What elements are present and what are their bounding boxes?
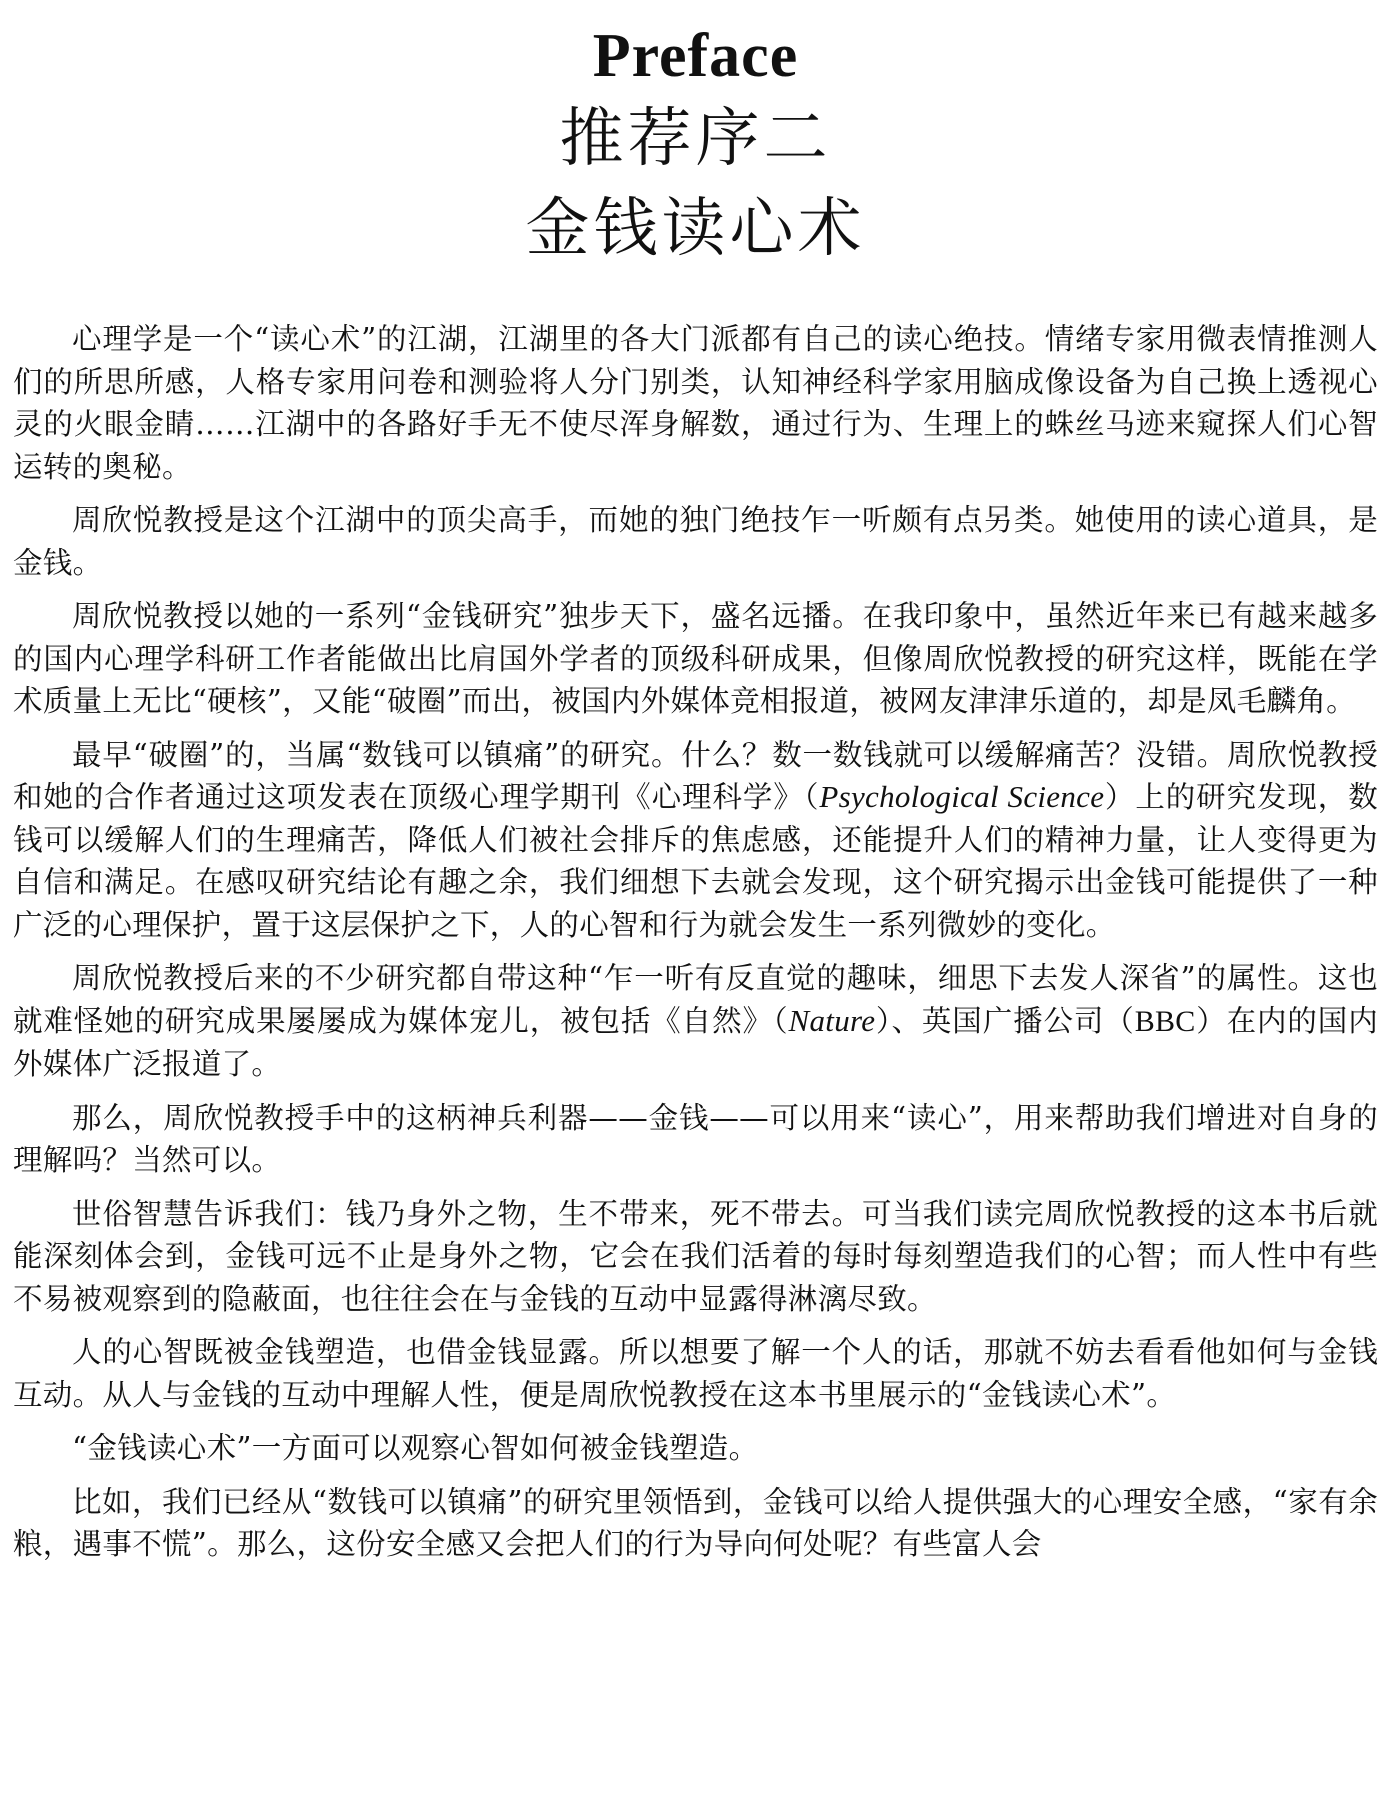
paragraph-8: 人的心智既被金钱塑造，也借金钱显露。所以想要了解一个人的话，那就不妨去看看他如何与金钱互动。从人与金钱的互动中理解人性，便是周欣悦教授在这本书里展示的“金钱读心术”。 [13,1335,1378,1412]
journal-name-psychological-science: Psychological Science [819,779,1105,814]
page-subtitle-chinese: 金钱读心术 [525,192,866,266]
title-block [0,0,1391,274]
journal-name-nature: Nature [788,1002,876,1038]
paragraph-7: 世俗智慧告诉我们：钱乃身外之物，生不带来，死不带去。可当我们读完周欣悦教授的这本书后就能深刻体会到，金钱可远不止是身外之物，它会在我们活着的每时每刻塑造我们的心智；而人性中有些不易被观察到的隐蔽面，也往往会在与金钱的互动中显露得淋漓尽致。 [13,1196,1378,1316]
page-title-english: Preface [592,22,799,90]
bbc-abbreviation: BBC [1134,1004,1196,1038]
paragraph-4 [13,734,1378,947]
body-text [13,318,1378,1577]
paragraph-4-text-a: 最早“破圈”的，当属“数钱可以镇痛”的研究。什么？数一数钱就可以缓解痛苦？没错。周欣悦教授和她的合作者通过这项发表在顶级心理学期刊《心理科学》（ [13,737,1378,814]
paragraph-6: 那么，周欣悦教授手中的这柄神兵利器——金钱——可以用来“读心”，用来帮助我们增进对自身的理解吗？当然可以。 [13,1100,1378,1177]
paragraph-5-text-b: ）、英国广播公司（ [875,1003,1135,1038]
paragraph-5-text-a: 周欣悦教授后来的不少研究都自带这种“乍一听有反直觉的趣味，细思下去发人深省”的属性。这也就难怪她的研究成果屡屡成为媒体宠儿，被包括《自然》（ [13,961,1378,1038]
paragraph-5 [13,957,1378,1086]
page-title-chinese: 推荐序二 [559,102,832,176]
paragraph-4-text-b: ）上的研究发现，数钱可以缓解人们的生理痛苦，降低人们被社会排斥的焦虑感，还能提升人们的精神力量，让人变得更为自信和满足。在感叹研究结论有趣之余，我们细想下去就会发现，这个研究揭示出金钱可能提供了一种广泛的心理保护，置于这层保护之下，人的心智和行为就会发生一系列微妙的变化。 [13,780,1378,942]
paragraph-10: 比如，我们已经从“数钱可以镇痛”的研究里领悟到，金钱可以给人提供强大的心理安全感，“家有余粮，遇事不慌”。那么，这份安全感又会把人们的行为导向何处呢？有些富人会 [13,1484,1378,1561]
paragraph-3: 周欣悦教授以她的一系列“金钱研究”独步天下，盛名远播。在我印象中，虽然近年来已有越来越多的国内心理学科研工作者能做出比肩国外学者的顶级科研成果，但像周欣悦教授的研究这样，既能在学术质量上无比“硬核”，又能“破圈”而出，被国内外媒体竞相报道，被网友津津乐道的，却是凤毛麟角。 [13,599,1378,718]
paragraph-2: 周欣悦教授是这个江湖中的顶尖高手，而她的独门绝技乍一听颇有点另类。她使用的读心道具，是金钱。 [13,503,1378,580]
paragraph-9: “金钱读心术”一方面可以观察心智如何被金钱塑造。 [72,1431,759,1465]
paragraph-5-text-c: ）在内的国内外媒体广泛报道了。 [13,1003,1378,1081]
paragraph-1: 心理学是一个“读心术”的江湖，江湖里的各大门派都有自己的读心绝技。情绪专家用微表情推测人们的所思所感，人格专家用问卷和测验将人分门别类，认知神经科学家用脑成像设备为自己换上透视心灵的火眼金睛……江湖中的各路好手无不使尽浑身解数，通过行为、生理上的蛛丝马迹来窥探人们心智运转的奥秘。 [13,322,1378,484]
